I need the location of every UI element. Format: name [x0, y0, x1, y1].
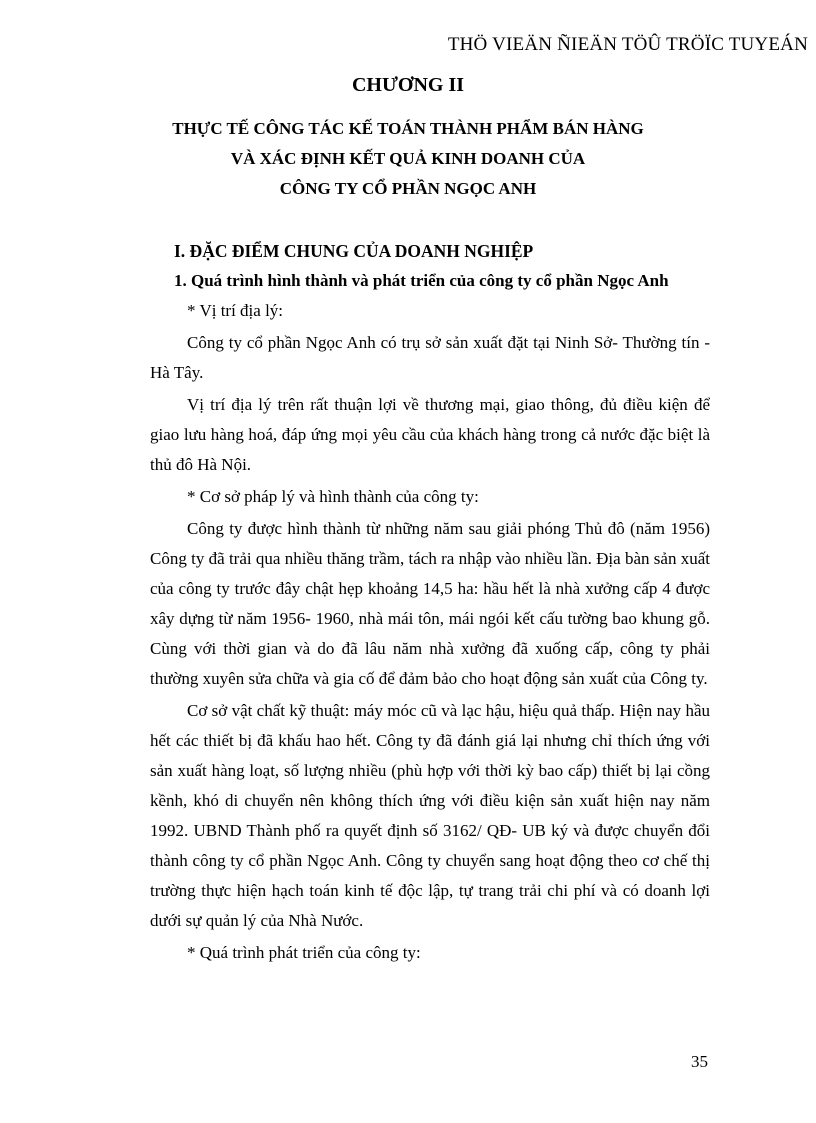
development-label: * Quá trình phát triển của công ty:: [187, 943, 421, 962]
section-heading: I. ĐẶC ĐIỂM CHUNG CỦA DOANH NGHIỆP: [174, 241, 534, 261]
location-label: * Vị trí địa lý:: [187, 301, 284, 320]
chapter-title-line: VÀ XÁC ĐỊNH KẾT QUẢ KINH DOANH CỦA: [230, 149, 586, 168]
chapter-title: [0, 114, 816, 204]
chapter-label: CHƯƠNG II: [351, 74, 465, 96]
chapter-title-line: CÔNG TY CỔ PHẦN NGỌC ANH: [279, 179, 537, 198]
document-body: [150, 236, 710, 970]
legal-basis-label: * Cơ sở pháp lý và hình thành của công ty:: [187, 487, 479, 506]
paragraph-location-advantage: Vị trí địa lý trên rất thuận lợi về thương mại, giao thông, đủ điều kiện để giao lưu hàng hoá, đáp ứng mọi yêu cầu của khách hàng trong cả nước đặc biệt là thủ đô Hà Nội.: [150, 395, 710, 474]
chapter-title-line: THỰC TẾ CÔNG TÁC KẾ TOÁN THÀNH PHẨM BÁN HÀNG: [172, 119, 644, 138]
paragraph-history: Công ty được hình thành từ những năm sau giải phóng Thủ đô (năm 1956) Công ty đã trải qua nhiều thăng trầm, tách ra nhập vào nhiều lần. Địa bàn sản xuất của công ty trước đây chật hẹp khoảng 14,5 ha: hầu hết là nhà xưởng cấp 4 được xây dựng từ năm 1956- 1960, nhà mái tôn, mái ngói kết cấu tường bao khung gỗ. Cùng với thời gian và do đã lâu năm nhà xưởng đã xuống cấp, công ty phải thường xuyên sửa chữa và gia cố để đảm bảo cho hoạt động sản xuất của Công ty.: [150, 519, 710, 688]
subsection-heading: 1. Quá trình hình thành và phát triển của công ty cổ phần Ngọc Anh: [174, 271, 669, 290]
library-watermark: THÖ VIEÄN ÑIEÄN TÖÛ TRÖÏC TUYEÁN: [447, 34, 808, 55]
page-number: 35: [691, 1052, 708, 1071]
paragraph-facilities: Cơ sở vật chất kỹ thuật: máy móc cũ và lạc hậu, hiệu quả thấp. Hiện nay hầu hết các thiết bị đã khấu hao hết. Công ty đã đánh giá lại nhưng chỉ thích ứng với sản xuất hàng loạt, số lượng nhiều (phù hợp với thời kỳ bao cấp) thiết bị lại cồng kềnh, khó di chuyển nên không thích ứng với điều kiện sản xuất hiện nay năm 1992. UBND Thành phố ra quyết định số 3162/ QĐ- UB ký và được chuyển đổi thành công ty cổ phần Ngọc Anh. Công ty chuyển sang hoạt động theo cơ chế thị trường thực hiện hạch toán kinh tế độc lập, tự trang trải chi phí và có doanh lợi dưới sự quản lý của Nhà Nước.: [150, 701, 710, 930]
paragraph-location: Công ty cổ phần Ngọc Anh có trụ sở sản xuất đặt tại Ninh Sở- Thường tín - Hà Tây.: [150, 333, 710, 382]
